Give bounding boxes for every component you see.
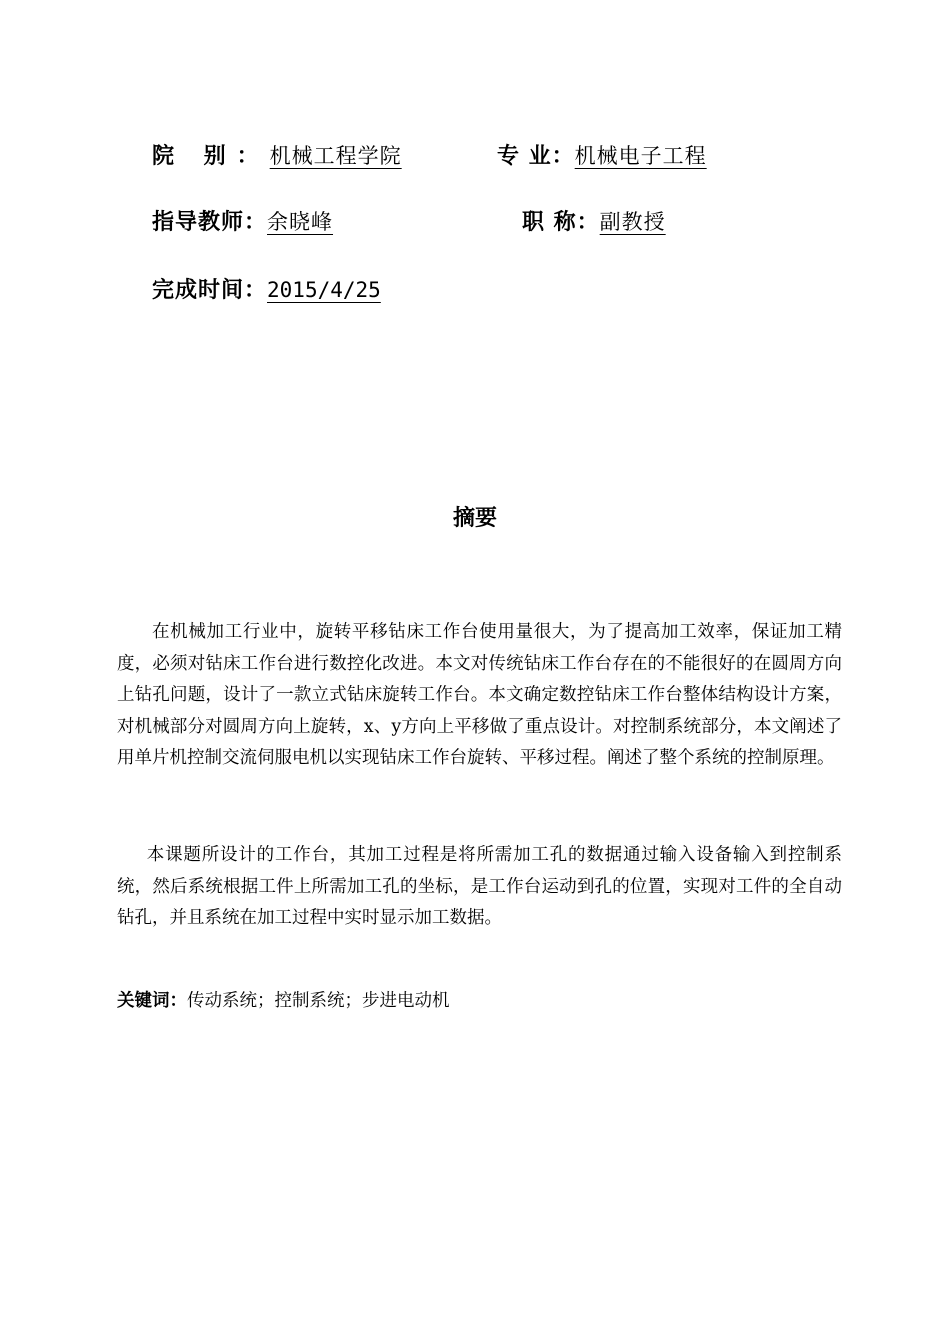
advisor-label: 指导教师：	[152, 210, 268, 235]
completion-label: 完成时间：	[152, 278, 268, 303]
major-value: 机械电子工程	[574, 144, 707, 168]
abstract-heading: 摘要	[452, 506, 497, 531]
title-value: 副教授	[599, 210, 666, 234]
completion-row	[152, 275, 381, 306]
keywords-row	[117, 986, 450, 1017]
title-row	[522, 207, 666, 238]
keywords-label: 关键词：	[117, 991, 187, 1011]
major-label: 专 业：	[497, 144, 575, 169]
abstract-paragraph-1: 在机械加工行业中，旋转平移钻床工作台使用量很大，为了提高加工效率，保证加工精度，必须对钻床工作台进行数控化改进。本文对传统钻床工作台存在的不能很好的在圆周方向上钻孔问题，设计了一款立式钻床旋转工作台。本文确定数控钻床工作台整体结构设计方案，对机械部分对圆周方向上旋转，x、y方向上平移做了重点设计。对控制系统部分，本文阐述了用单片机控制交流伺服电机以实现钻床工作台旋转、平移过程。阐述了整个系统的控制原理。	[117, 622, 842, 768]
abstract-paragraph-2: 本课题所设计的工作台，其加工过程是将所需加工孔的数据通过输入设备输入到控制系统，然后系统根据工件上所需加工孔的坐标，是工作台运动到孔的位置，实现对工件的全自动钻孔，并且系统在加工过程中实时显示加工数据。	[117, 845, 842, 928]
major-row	[497, 141, 707, 172]
department-row	[152, 141, 402, 172]
advisor-row	[152, 207, 333, 238]
department-label: 院 别：	[152, 144, 270, 169]
keywords-value: 传动系统；控制系统；步进电动机	[187, 991, 450, 1011]
advisor-value: 余晓峰	[267, 210, 334, 234]
department-value: 机械工程学院	[269, 144, 402, 168]
completion-value: 2015/4/25	[267, 278, 381, 302]
title-label: 职 称：	[522, 210, 600, 235]
